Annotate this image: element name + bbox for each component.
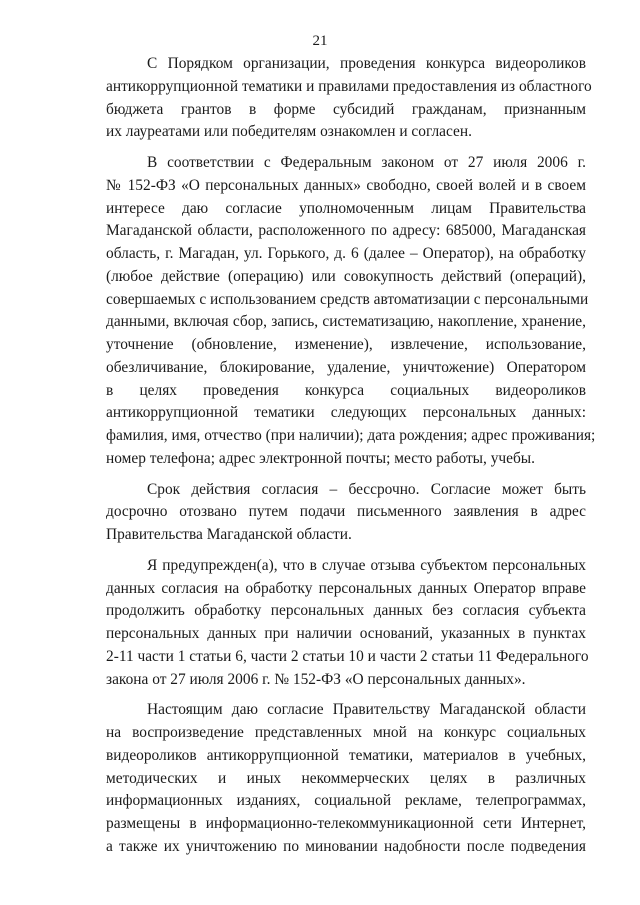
text-line: их лауреатами или победителям ознакомлен и согласен. [106,123,472,141]
text-line: в целях проведения конкурса социальных видеороликов [106,381,586,399]
text-line: данными, включая сбор, запись, систематизацию, накопление, хранение, [106,313,586,331]
text-line: обезличивание, блокирование, удаление, уничтожение) Оператором [106,358,586,376]
text-line: С Порядком организации, проведения конкурса видеороликов [147,55,586,72]
text-line: бюджета грантов в форме субсидий гражданам, признанным [106,100,586,118]
paragraph [106,479,586,547]
text-line: досрочно отозвано путем подачи письменного заявления в адрес [106,503,586,521]
text-line: В соответствии с Федеральным законом от 27 июля 2006 г. [147,154,586,171]
text-line: видеороликов антикоррупционной тематики, материалов в учебных, [106,746,586,764]
text-line: антикоррупционной тематики и правилами предоставления из областного [106,77,592,95]
text-line: закона от 27 июля 2006 г. № 152-ФЗ «О персональных данных». [106,670,526,688]
page-number: 21 [312,33,328,49]
text-line: Магаданской области, расположенного по адресу: 685000, Магаданская [106,222,586,240]
text-line: персональных данных при наличии оснований, указанных в пунктах [106,625,586,642]
paragraph [106,53,592,144]
text-line: Правительства Магаданской области. [106,526,352,543]
text-line: область, г. Магадан, ул. Горького, д. 6 (далее – Оператор), на обработку [106,245,586,262]
paragraph-gap [106,471,586,479]
text-line: информационных изданиях, социальной рекламе, телепрограммах, [106,792,586,810]
paragraph-gap [106,691,586,699]
text-line: Я предупрежден(а), что в случае отзыва субъектом персональных [147,556,586,574]
paragraph-gap [106,547,586,555]
text-line: на воспроизведение представленных мной на конкурс социальных [106,724,586,741]
text-line: номер телефона; адрес электронной почты; место работы, учебы. [106,449,535,467]
text-line: Настоящим даю согласие Правительству Магаданской области [147,701,586,719]
text-line: совершаемых с использованием средств автоматизации с персональными [106,290,589,308]
document-body [106,53,596,859]
text-line: данных согласия на обработку персональных данных Оператор вправе [106,579,586,597]
text-line: Срок действия согласия – бессрочно. Согласие может быть [147,480,586,498]
text-line: уточнение (обновление, изменение), извлечение, использование, [106,336,586,353]
text-line: интересе даю согласие уполномоченным лицам Правительства [106,199,586,217]
text-line: № 152-ФЗ «О персональных данных» свободно, своей волей и в своем [106,176,586,194]
text-line: антикоррупционной тематики следующих персональных данных: [106,404,586,422]
paragraph-gap [106,144,586,152]
text-line: (любое действие (операцию) или совокупность действий (операций), [106,267,586,285]
paragraph [106,152,596,471]
text-line: 2-11 части 1 статьи 6, части 2 статьи 10 и части 2 статьи 11 Федерального [106,647,589,665]
paragraph [106,699,586,858]
text-line: методических и иных некоммерческих целях в различных [106,769,586,787]
text-line: продолжить обработку персональных данных без согласия субъекта [106,602,586,620]
paragraph [106,555,589,692]
text-line: а также их уничтожению по миновании надобности после подведения [106,837,586,855]
text-line: размещены в информационно-телекоммуникационной сети Интернет, [106,815,586,832]
text-line: фамилия, имя, отчество (при наличии); дата рождения; адрес проживания; [106,427,596,444]
